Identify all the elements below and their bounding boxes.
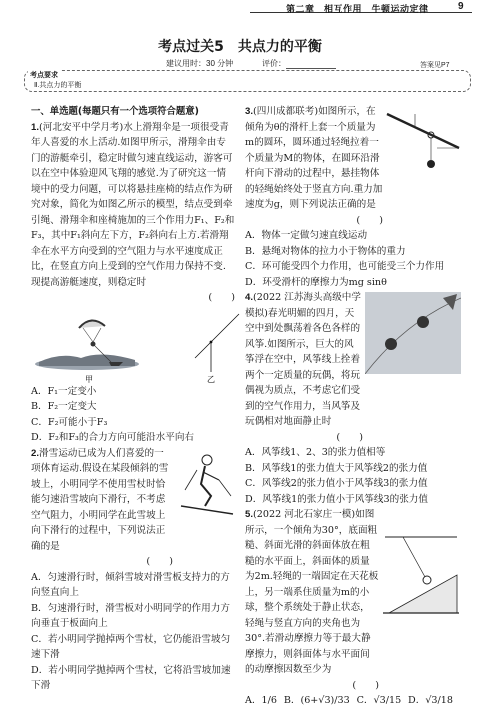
page-title: 考点过关5 共点力的平衡 <box>158 39 322 55</box>
q5-option-d: D．√3/18 <box>408 695 453 706</box>
page-header <box>0 0 480 30</box>
figure-b-label: 乙 <box>207 374 215 384</box>
answer-paren: ( ) <box>208 292 235 303</box>
question-1 <box>31 120 235 306</box>
skier-illustration <box>175 450 235 518</box>
q5-option-a: A．1/6 <box>245 695 277 706</box>
score-field <box>262 58 336 69</box>
q3-option-c: C．环可能受四个力作用，也可能受三个力作用 <box>245 261 445 272</box>
q4-option-b: B．风筝线1的张力值大于风筝线2的张力值 <box>245 462 428 474</box>
question-text: 滑雪运动已成为人们喜爱的一项体育运动.假设在某段倾斜的雪坡上，小明同学不使用雪杖时恰能匀速沿雪坡向下滑行，不考虑空气阻力，小明同学在此雪坡上向下滑行的过程中，下列说法正确的是 <box>31 447 169 552</box>
kite-photo <box>365 292 461 374</box>
q4-option-d: D．风筝线1的张力值小于风筝线3的张力值 <box>245 493 428 505</box>
q5-option-b: B．(6+√3)/33 <box>283 695 350 706</box>
question-number: 3. <box>245 106 254 117</box>
q2-option-a: A．匀速滑行时，倾斜雪坡对滑雪板支持力的方向竖直向上 <box>31 571 230 598</box>
answer-reference: 答案见P7 <box>420 62 450 69</box>
section-heading: 一、单选题(每题只有一个选项符合题意) <box>31 106 199 117</box>
q2-option-c: C．若小明同学抛掉两个雪杖，它仍能沿雪坡匀速下滑 <box>31 633 231 660</box>
q5-options <box>245 693 461 709</box>
figure-a-label: 甲 <box>85 374 93 384</box>
question-text: (河北安平中学月考)水上滑翔伞是一项很受青年人喜爱的水上活动.如图甲所示，滑翔伞由专门的游艇牵引，稳定时做匀速直线运动，游客可以在空中体验迎风飞翔的感觉.为了研究这一情境中的受力问题，可以将悬挂座椅的结点作为研究对象，简化为如图乙所示的模型，结点受到牵引绳、滑翔伞和座椅施加的三个作用力F₁、F₂和F₃，其中F₁斜向左下方，F₂斜向右上方.若滑翔伞在水平方向受到的空气阻力与水平速度成正比，在竖直方向上受到的空气作用力保持不变.现提高游艇速度，则稳定时 <box>31 121 235 288</box>
question-text: (四川成都联考)如图所示，在倾角为θ的滑杆上套一个质量为m的圆环，圆环通过轻绳拉着一个质量为M的物体，在圆环沿滑杆向下滑动的过程中，悬挂物体的轻绳始终处于竖直方向.重力加速度为g，则下列说法正确的是 <box>245 106 383 210</box>
question-text: (2022 河北石家庄一模)如图所示，一个倾角为30°，底面粗糙、斜面光滑的斜面体放在粗糙的水平面上，斜面体的质量为2m.轻绳的一端固定在天花板上，另一端系住质量为m的小球，整个系统处于静止状态，轻绳与竖直方向的夹角也为30°.若滑动摩擦力等于最大静摩擦力，则斜面体与水平面间的动摩擦因数至少为 <box>245 509 379 675</box>
incline-ball-diagram <box>381 533 461 619</box>
q1-option-c: C．F₂可能小于F₃ <box>31 416 108 428</box>
q1-option-b: B．F₂一定变大 <box>31 401 97 412</box>
question-3 <box>245 104 461 228</box>
q2-option-b: B．匀速滑行时，滑雪板对小明同学的作用力方向垂直于板面向上 <box>31 602 230 629</box>
q5-option-c: C．√3/15 <box>356 695 402 706</box>
question-number: 1. <box>31 121 40 133</box>
question-5 <box>245 507 461 693</box>
answer-paren: ( ) <box>146 556 173 567</box>
question-2 <box>31 446 235 570</box>
question-number: 2. <box>31 447 40 459</box>
q1-option-d: D．F₂和F₃的合力方向可能沿水平向右 <box>31 432 195 443</box>
answer-paren: ( ) <box>336 431 363 443</box>
q4-option-a: A．风筝线1、2、3的张力值相等 <box>245 447 386 458</box>
suggested-time: 建议用时：30 分钟 <box>166 59 234 68</box>
key-points-label: 考点要求 <box>30 72 58 79</box>
key-point-item: Ⅱ.共点力的平衡 <box>34 82 82 89</box>
q1-figures <box>31 306 235 384</box>
q2-option-d: D．若小明同学抛掉两个雪杖，它将沿雪坡加速下滑 <box>31 664 231 691</box>
q3-option-a: A．物体一定做匀速直线运动 <box>245 230 368 241</box>
page-number: 9 <box>458 1 464 12</box>
q1-option-a: A．F₁一定变小 <box>31 385 97 397</box>
left-column <box>31 104 235 694</box>
question-number: 4. <box>245 292 254 303</box>
question-text: (2022 江苏海头高级中学模拟)春光明媚的四月，天空中到处飘荡着各色各样的风筝.如图所示，巨大的风筝浮在空中，风筝线上拴着两个一定质量的玩偶，将玩偶视为质点，不考虑它们受到的空气作用力，当风筝及玩偶相对地面静止时 <box>245 292 361 427</box>
q4-option-c: C．风筝线2的张力值小于风筝线3的张力值 <box>245 478 428 489</box>
chapter-heading: 第二章 相互作用 牛顿运动定律 <box>286 4 429 14</box>
right-column <box>245 104 461 709</box>
question-number: 5. <box>245 509 254 520</box>
sliding-ring-diagram <box>385 104 461 180</box>
q3-option-b: B．悬绳对物体的拉力小于物体的重力 <box>245 245 406 257</box>
key-points-box <box>24 70 471 92</box>
score-label: 评价： <box>262 59 286 68</box>
question-4 <box>245 290 461 445</box>
q3-option-d: D．环受滑杆的摩擦力为mg sinθ <box>245 276 387 288</box>
answer-paren: ( ) <box>356 214 383 226</box>
answer-paren: ( ) <box>352 679 379 691</box>
